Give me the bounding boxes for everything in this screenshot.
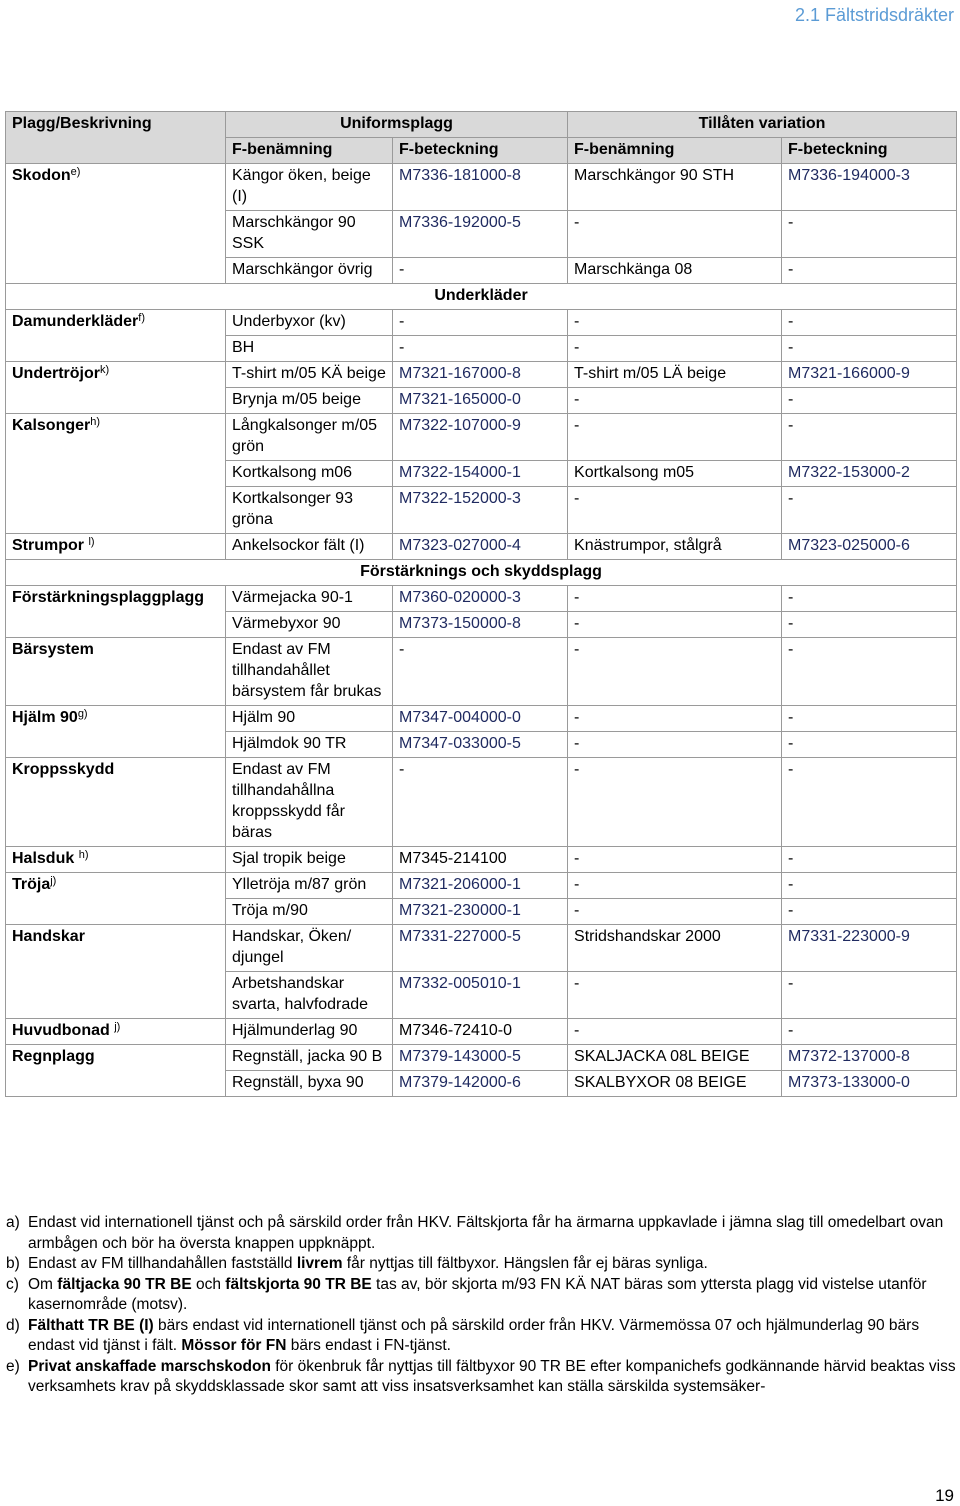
cell-f-benamning: T-shirt m/05 KÄ beige <box>226 362 393 388</box>
cell-variation-f-benamning: - <box>568 732 782 758</box>
cell-f-beteckning: M7336-192000-5 <box>393 211 568 258</box>
table-row <box>6 1019 957 1045</box>
cell-variation-f-beteckning: - <box>782 336 957 362</box>
cell-variation-f-beteckning: - <box>782 1019 957 1045</box>
cell-f-beteckning: M7347-004000-0 <box>393 706 568 732</box>
table-row <box>6 1045 957 1071</box>
table-row <box>6 873 957 899</box>
cell-variation-f-benamning: - <box>568 899 782 925</box>
footnote-label: a) <box>6 1214 20 1231</box>
cell-f-benamning: Kängor öken, beige (I) <box>226 164 393 211</box>
footnote-b <box>6 1254 956 1275</box>
category-huvudbonad: Huvudbonad $^{j)}$ <box>6 1019 226 1045</box>
cell-f-benamning: Värmebyxor 90 <box>226 612 393 638</box>
category-halsduk: Halsduk $^{h)}$ <box>6 847 226 873</box>
category-kalsonger: Kalsonger$^{h)}$ <box>6 414 226 534</box>
cell-variation-f-beteckning: - <box>782 310 957 336</box>
table-row <box>6 362 957 388</box>
table-row <box>6 310 957 336</box>
section-row <box>6 284 957 310</box>
category-kroppsskydd: Kroppsskydd <box>6 758 226 847</box>
table-row <box>6 414 957 461</box>
cell-variation-f-benamning: Stridshandskar 2000 <box>568 925 782 972</box>
category-handskar: Handskar <box>6 925 226 1019</box>
category-undertrojor: Undertröjor$^{k)}$ <box>6 362 226 414</box>
cell-f-beteckning: M7321-206000-1 <box>393 873 568 899</box>
cell-variation-f-benamning: - <box>568 1019 782 1045</box>
table-row <box>6 164 957 211</box>
cell-f-beteckning: M7321-165000-0 <box>393 388 568 414</box>
col-header-f-benamning: F-benämning <box>226 138 393 164</box>
cell-variation-f-benamning: - <box>568 972 782 1019</box>
cell-f-beteckning: M7345-214100 <box>393 847 568 873</box>
cell-variation-f-beteckning: - <box>782 758 957 847</box>
cell-f-benamning: Hjälmunderlag 90 <box>226 1019 393 1045</box>
cell-variation-f-beteckning: - <box>782 487 957 534</box>
cell-variation-f-benamning: - <box>568 873 782 899</box>
cell-variation-f-beteckning: M7322-153000-2 <box>782 461 957 487</box>
category-damunderklader: Damunderkläder$^{f)}$ <box>6 310 226 362</box>
cell-variation-f-benamning: - <box>568 586 782 612</box>
cell-f-beteckning: - <box>393 758 568 847</box>
cell-f-benamning: Regnställ, byxa 90 <box>226 1071 393 1097</box>
footnote-label: c) <box>6 1275 19 1293</box>
cell-f-benamning: Regnställ, jacka 90 B <box>226 1045 393 1071</box>
cell-variation-f-benamning: - <box>568 758 782 847</box>
cell-variation-f-beteckning: M7336-194000-3 <box>782 164 957 211</box>
uniform-table <box>5 111 957 1097</box>
cell-f-beteckning: M7331-227000-5 <box>393 925 568 972</box>
cell-variation-f-beteckning: - <box>782 873 957 899</box>
cell-variation-f-benamning: SKALJACKA 08L BEIGE <box>568 1045 782 1071</box>
cell-f-beteckning: M7346-72410-0 <box>393 1019 568 1045</box>
cell-f-benamning: Ankelsockor fält (I) <box>226 534 393 560</box>
table-row <box>6 847 957 873</box>
cell-f-beteckning: M7322-152000-3 <box>393 487 568 534</box>
col-header-tillaten-variation: Tillåten variation <box>568 112 957 138</box>
table-row <box>6 638 957 706</box>
category-regnplagg: Regnplagg <box>6 1045 226 1097</box>
cell-f-benamning: Värmejacka 90-1 <box>226 586 393 612</box>
cell-variation-f-benamning: - <box>568 487 782 534</box>
cell-f-benamning: Marschkängor övrig <box>226 258 393 284</box>
cell-variation-f-beteckning: - <box>782 414 957 461</box>
cell-variation-f-benamning: - <box>568 612 782 638</box>
chapter-title: 2.1 Fältstridsdräkter <box>794 5 954 25</box>
cell-f-benamning: Långkalsonger m/05 grön <box>226 414 393 461</box>
cell-variation-f-benamning: - <box>568 638 782 706</box>
cell-variation-f-benamning: - <box>568 388 782 414</box>
cell-variation-f-benamning: - <box>568 336 782 362</box>
cell-f-beteckning: - <box>393 258 568 284</box>
footnote-text: Privat anskaffade marschskodon för ökenbruk får nyttjas till fältbyxor 90 TR BE efter kompanichefs godkännande härvid beaktas viss verksamhets krav på skyddsklassade skor samt att viss insatsverksamhet kan ställa särskilda systemsäker- <box>28 1357 956 1395</box>
cell-variation-f-beteckning: - <box>782 732 957 758</box>
footnotes <box>6 1213 956 1398</box>
section-forstarkning: Förstärknings och skyddsplagg <box>6 560 957 586</box>
category-strumpor: Strumpor $^{l)}$ <box>6 534 226 560</box>
category-hjalm: Hjälm 90$^{g)}$ <box>6 706 226 758</box>
page-number: 19 <box>935 1486 954 1505</box>
cell-variation-f-beteckning: - <box>782 586 957 612</box>
cell-f-benamning: Hjälm 90 <box>226 706 393 732</box>
category-barsystem: Bärsystem <box>6 638 226 706</box>
cell-f-beteckning: M7322-154000-1 <box>393 461 568 487</box>
cell-variation-f-benamning: - <box>568 847 782 873</box>
footnote-text: Om fältjacka 90 TR BE och fältskjorta 90 TR BE tas av, bör skjorta m/93 FN KÄ NAT bäras som yttersta plagg vid vistelse utanför kasernområde (motsv). <box>28 1275 927 1313</box>
cell-variation-f-benamning: SKALBYXOR 08 BEIGE <box>568 1071 782 1097</box>
cell-f-beteckning: M7323-027000-4 <box>393 534 568 560</box>
cell-f-benamning: Tröja m/90 <box>226 899 393 925</box>
cell-f-benamning: Endast av FM tillhandahållet bärsystem får brukas <box>226 638 393 706</box>
cell-variation-f-beteckning: - <box>782 638 957 706</box>
cell-variation-f-beteckning: - <box>782 899 957 925</box>
cell-f-benamning: BH <box>226 336 393 362</box>
cell-variation-f-beteckning: - <box>782 847 957 873</box>
category-skodon: Skodon$^{e)}$ <box>6 164 226 284</box>
section-underklader: Underkläder <box>6 284 957 310</box>
table-row <box>6 925 957 972</box>
cell-variation-f-beteckning: - <box>782 612 957 638</box>
table-row <box>6 586 957 612</box>
cell-variation-f-benamning: Kortkalsong m05 <box>568 461 782 487</box>
col-header-plagg: Plagg/Beskrivning <box>6 112 226 164</box>
col-header-variation-f-beteckning: F-beteckning <box>782 138 957 164</box>
footnote-e <box>6 1357 956 1398</box>
cell-f-beteckning: M7360-020000-3 <box>393 586 568 612</box>
cell-f-beteckning: M7321-230000-1 <box>393 899 568 925</box>
footnote-a <box>6 1213 956 1254</box>
cell-f-benamning: Hjälmdok 90 TR <box>226 732 393 758</box>
footnote-text: Endast av FM tillhandahållen fastställd livrem får nyttjas till fältbyxor. Hängslen får ej bäras synliga. <box>28 1255 708 1272</box>
cell-f-beteckning: M7373-150000-8 <box>393 612 568 638</box>
footnote-d <box>6 1316 956 1357</box>
cell-variation-f-beteckning: - <box>782 972 957 1019</box>
cell-f-benamning: Brynja m/05 beige <box>226 388 393 414</box>
cell-f-benamning: Handskar, Öken/ djungel <box>226 925 393 972</box>
cell-variation-f-beteckning: M7321-166000-9 <box>782 362 957 388</box>
cell-variation-f-benamning: Knästrumpor, stålgrå <box>568 534 782 560</box>
cell-f-beteckning: M7347-033000-5 <box>393 732 568 758</box>
cell-variation-f-benamning: - <box>568 706 782 732</box>
cell-variation-f-benamning: - <box>568 310 782 336</box>
cell-variation-f-benamning: - <box>568 414 782 461</box>
cell-variation-f-benamning: Marschkängor 90 STH <box>568 164 782 211</box>
cell-f-beteckning: M7379-143000-5 <box>393 1045 568 1071</box>
table-row <box>6 758 957 847</box>
cell-f-beteckning: M7332-005010-1 <box>393 972 568 1019</box>
footnote-c <box>6 1275 956 1316</box>
cell-f-benamning: Ylletröja m/87 grön <box>226 873 393 899</box>
cell-variation-f-beteckning: - <box>782 388 957 414</box>
cell-f-benamning: Marschkängor 90 SSK <box>226 211 393 258</box>
cell-f-beteckning: M7336-181000-8 <box>393 164 568 211</box>
cell-f-beteckning: - <box>393 310 568 336</box>
cell-variation-f-beteckning: - <box>782 211 957 258</box>
footnote-label: d) <box>6 1316 20 1334</box>
cell-variation-f-beteckning: M7323-025000-6 <box>782 534 957 560</box>
cell-f-beteckning: M7379-142000-6 <box>393 1071 568 1097</box>
cell-variation-f-benamning: - <box>568 211 782 258</box>
cell-variation-f-beteckning: - <box>782 706 957 732</box>
cell-variation-f-beteckning: M7373-133000-0 <box>782 1071 957 1097</box>
cell-f-benamning: Kortkalsonger 93 gröna <box>226 487 393 534</box>
table-header-row <box>6 112 957 138</box>
category-troja: Tröja$^{j)}$ <box>6 873 226 925</box>
footnote-label: b) <box>6 1255 20 1272</box>
cell-variation-f-benamning: Marschkänga 08 <box>568 258 782 284</box>
table-row <box>6 534 957 560</box>
section-row <box>6 560 957 586</box>
cell-variation-f-beteckning: M7331-223000-9 <box>782 925 957 972</box>
cell-f-benamning: Arbetshandskar svarta, halvfodrade <box>226 972 393 1019</box>
cell-f-beteckning: - <box>393 336 568 362</box>
cell-f-beteckning: M7322-107000-9 <box>393 414 568 461</box>
cell-variation-f-beteckning: - <box>782 258 957 284</box>
table-row <box>6 706 957 732</box>
cell-variation-f-benamning: T-shirt m/05 LÄ beige <box>568 362 782 388</box>
cell-f-benamning: Underbyxor (kv) <box>226 310 393 336</box>
category-forstarkningsplagg: Förstärkningsplaggplagg <box>6 586 226 638</box>
col-header-f-beteckning: F-beteckning <box>393 138 568 164</box>
cell-f-benamning: Sjal tropik beige <box>226 847 393 873</box>
footnote-text: Endast vid internationell tjänst och på särskild order från HKV. Fältskjorta får ha ärmarna uppkavlade i jämna slag till omedelbart ovan armbågen och bör ha översta knappen uppknäppt. <box>28 1214 944 1252</box>
cell-f-benamning: Endast av FM tillhandahållna kroppsskydd får bäras <box>226 758 393 847</box>
footnote-text: Fälthatt TR BE (I) bärs endast vid internationell tjänst och på särskild order från HKV. Värmemössa 07 och hjälmunderlag 90 bärs endast vid tjänst i fält. Mössor för FN bärs endast i FN-tjänst. <box>28 1316 920 1354</box>
col-header-uniformsplagg: Uniformsplagg <box>226 112 568 138</box>
cell-f-benamning: Kortkalsong m06 <box>226 461 393 487</box>
footnote-label: e) <box>6 1357 20 1375</box>
col-header-variation-f-benamning: F-benämning <box>568 138 782 164</box>
cell-variation-f-beteckning: M7372-137000-8 <box>782 1045 957 1071</box>
cell-f-beteckning: M7321-167000-8 <box>393 362 568 388</box>
cell-f-beteckning: - <box>393 638 568 706</box>
